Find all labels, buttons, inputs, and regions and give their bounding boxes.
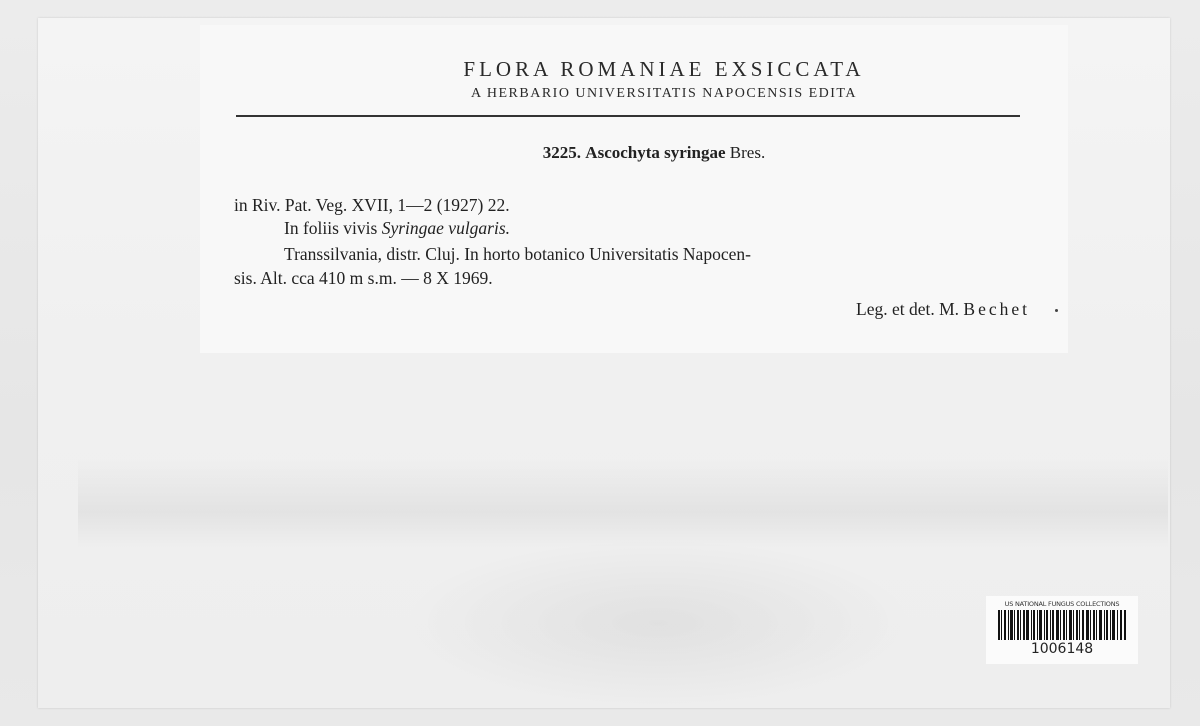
label-subtitle: A HERBARIO UNIVERSITATIS NAPOCENSIS EDITA xyxy=(471,86,857,101)
habitat xyxy=(284,218,510,239)
herbarium-label xyxy=(200,25,1068,353)
collector xyxy=(856,299,1030,320)
species-author: Bres. xyxy=(729,143,766,162)
envelope-fold xyxy=(78,458,1168,548)
label-divider xyxy=(236,115,1020,117)
barcode-bars xyxy=(998,610,1126,640)
species-name: Ascochyta syringae xyxy=(585,143,726,162)
ink-dot xyxy=(1055,309,1058,312)
barcode-header: US NATIONAL FUNGUS COLLECTIONS xyxy=(1004,600,1120,608)
species-heading xyxy=(200,143,1068,163)
citation: in Riv. Pat. Veg. XVII, 1—2 (1927) 22. xyxy=(234,195,510,215)
collector-prefix: Leg. et det. M. xyxy=(856,299,960,319)
envelope-flap xyxy=(398,538,918,708)
habitat-host: Syringae vulgaris. xyxy=(381,218,511,238)
barcode-label xyxy=(986,596,1138,664)
locality-line-2: sis. Alt. cca 410 m s.m. — 8 X 1969. xyxy=(234,268,493,288)
habitat-prefix: In foliis vivis xyxy=(284,218,378,238)
label-title: FLORA ROMANIAE EXSICCATA xyxy=(463,57,865,81)
species-number: 3225. xyxy=(542,143,582,162)
collector-name: Bechet xyxy=(963,299,1030,319)
locality-line-1: Transsilvania, distr. Cluj. In horto botanico Universitatis Napocen- xyxy=(284,244,751,264)
barcode-number: 1006148 xyxy=(1030,641,1094,657)
